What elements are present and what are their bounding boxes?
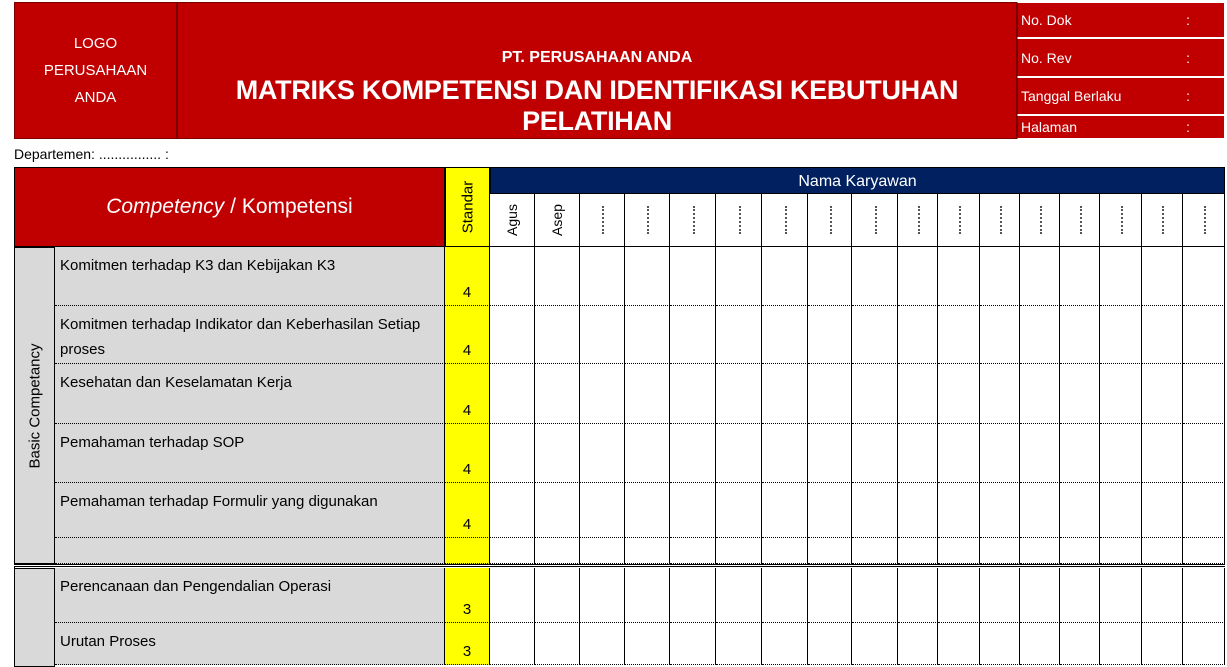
score-cell[interactable] (1183, 483, 1225, 538)
score-cell[interactable] (938, 538, 980, 564)
score-cell[interactable] (852, 568, 898, 623)
score-cell[interactable] (535, 306, 580, 364)
score-cell[interactable] (762, 568, 808, 623)
standard-value: 4 (462, 284, 472, 301)
score-cell[interactable] (1060, 568, 1100, 623)
employee-column-header[interactable] (625, 194, 670, 247)
score-cell[interactable] (580, 568, 625, 623)
meta-value: : (1186, 12, 1190, 28)
score-cell[interactable] (716, 568, 762, 623)
score-cell[interactable] (625, 247, 670, 306)
employee-name: Asep (549, 204, 565, 236)
score-cell[interactable] (1100, 483, 1142, 538)
score-cell[interactable] (808, 483, 852, 538)
score-cell[interactable] (1060, 364, 1100, 424)
score-cell[interactable] (1183, 364, 1225, 424)
competency-row-label: Perencanaan dan Pengendalian Operasi (55, 568, 445, 623)
score-cell[interactable] (625, 538, 670, 564)
score-cell[interactable] (898, 247, 938, 306)
empty-name-placeholder (875, 206, 877, 234)
score-cell[interactable] (580, 483, 625, 538)
score-cell[interactable] (1142, 538, 1183, 564)
empty-name-placeholder (1080, 206, 1082, 234)
employee-column-header[interactable] (980, 194, 1020, 247)
score-cell[interactable] (808, 306, 852, 364)
score-cell[interactable] (1100, 538, 1142, 564)
score-cell[interactable] (980, 306, 1020, 364)
empty-name-placeholder (785, 206, 787, 234)
score-cell[interactable] (1100, 247, 1142, 306)
score-cell[interactable] (762, 247, 808, 306)
score-cell[interactable] (1142, 424, 1183, 483)
score-cell[interactable] (490, 623, 535, 665)
employee-column-header[interactable] (490, 194, 535, 247)
score-cell[interactable] (938, 623, 980, 665)
empty-name-placeholder (830, 206, 832, 234)
score-cell[interactable] (852, 306, 898, 364)
meta-label: No. Dok (1021, 12, 1072, 28)
score-cell[interactable] (490, 538, 535, 564)
employee-names-header: Nama Karyawan (490, 167, 1225, 194)
score-cell[interactable] (1100, 623, 1142, 665)
score-cell[interactable] (580, 247, 625, 306)
score-cell[interactable] (852, 247, 898, 306)
empty-name-placeholder (1204, 206, 1206, 234)
score-cell[interactable] (1142, 364, 1183, 424)
score-cell[interactable] (1060, 424, 1100, 483)
score-cell[interactable] (980, 483, 1020, 538)
standard-value: 4 (462, 402, 472, 419)
competency-label-en: Competency (106, 195, 225, 218)
score-cell[interactable] (762, 483, 808, 538)
score-cell[interactable] (852, 623, 898, 665)
score-cell[interactable] (1060, 306, 1100, 364)
standard-value: 4 (462, 461, 472, 478)
standard-value-cell (445, 364, 490, 424)
standard-value-cell (445, 424, 490, 483)
empty-name-placeholder (959, 206, 961, 234)
standard-value-cell (445, 623, 490, 665)
score-cell[interactable] (852, 538, 898, 564)
score-cell[interactable] (490, 306, 535, 364)
standard-column-header (445, 167, 490, 247)
employee-column-header[interactable] (852, 194, 898, 247)
score-cell[interactable] (938, 424, 980, 483)
meta-tanggal-berlaku (1017, 77, 1225, 115)
score-cell[interactable] (1020, 424, 1060, 483)
score-cell[interactable] (716, 483, 762, 538)
employee-column-header[interactable] (1142, 194, 1183, 247)
employee-column-header[interactable] (1060, 194, 1100, 247)
score-cell[interactable] (716, 364, 762, 424)
score-cell[interactable] (625, 306, 670, 364)
score-cell[interactable] (898, 306, 938, 364)
employee-column-header[interactable] (808, 194, 852, 247)
score-cell[interactable] (1100, 306, 1142, 364)
score-cell[interactable] (898, 364, 938, 424)
employee-column-header[interactable] (762, 194, 808, 247)
empty-name-placeholder (602, 206, 604, 234)
standard-value: 3 (462, 643, 472, 660)
score-cell[interactable] (490, 424, 535, 483)
empty-name-placeholder (647, 206, 649, 234)
employee-column-header[interactable] (1020, 194, 1060, 247)
competency-row-label (55, 538, 445, 564)
score-cell[interactable] (898, 623, 938, 665)
score-cell[interactable] (1100, 364, 1142, 424)
score-cell[interactable] (716, 424, 762, 483)
standard-value: 4 (462, 342, 472, 359)
competency-row-label: Urutan Proses (55, 623, 445, 665)
score-cell[interactable] (898, 483, 938, 538)
score-cell[interactable] (938, 306, 980, 364)
score-cell[interactable] (535, 568, 580, 623)
score-cell[interactable] (852, 364, 898, 424)
score-cell[interactable] (535, 483, 580, 538)
score-cell[interactable] (625, 424, 670, 483)
empty-name-placeholder (693, 206, 695, 234)
empty-name-placeholder (918, 206, 920, 234)
document-title: MATRIKS KOMPETENSI DAN IDENTIFIKASI KEBUTUHAN PELATIHAN (235, 75, 959, 136)
score-cell[interactable] (670, 424, 716, 483)
score-cell[interactable] (580, 538, 625, 564)
empty-name-placeholder (1121, 206, 1123, 234)
score-cell[interactable] (625, 568, 670, 623)
meta-value: : (1186, 49, 1190, 66)
score-cell[interactable] (852, 424, 898, 483)
employee-column-header[interactable] (1183, 194, 1225, 247)
score-cell[interactable] (670, 538, 716, 564)
score-cell[interactable] (808, 364, 852, 424)
score-cell[interactable] (670, 568, 716, 623)
standard-header-label: Standar (459, 180, 476, 234)
score-cell[interactable] (980, 424, 1020, 483)
empty-name-placeholder (1000, 206, 1002, 234)
score-cell[interactable] (1020, 247, 1060, 306)
employee-column-header[interactable] (670, 194, 716, 247)
score-cell[interactable] (580, 623, 625, 665)
score-cell[interactable] (1183, 568, 1225, 623)
score-cell[interactable] (535, 247, 580, 306)
score-cell[interactable] (808, 623, 852, 665)
score-cell[interactable] (490, 483, 535, 538)
score-cell[interactable] (490, 568, 535, 623)
employee-column-header[interactable] (716, 194, 762, 247)
score-cell[interactable] (1100, 568, 1142, 623)
score-cell[interactable] (670, 483, 716, 538)
competency-row-label: Pemahaman terhadap SOP (55, 424, 445, 483)
score-cell[interactable] (716, 306, 762, 364)
score-cell[interactable] (762, 424, 808, 483)
score-cell[interactable] (808, 247, 852, 306)
score-cell[interactable] (938, 247, 980, 306)
score-cell[interactable] (1142, 623, 1183, 665)
score-cell[interactable] (670, 364, 716, 424)
score-cell[interactable] (1060, 483, 1100, 538)
empty-name-placeholder (1040, 206, 1042, 234)
meta-label: Tanggal Berlaku (1021, 88, 1122, 104)
score-cell[interactable] (1142, 247, 1183, 306)
score-cell[interactable] (1060, 623, 1100, 665)
score-cell[interactable] (1020, 568, 1060, 623)
competency-category (14, 568, 55, 667)
employee-column-header[interactable] (535, 194, 580, 247)
meta-label: Halaman (1021, 119, 1078, 135)
score-cell[interactable] (938, 483, 980, 538)
score-cell[interactable] (1142, 568, 1183, 623)
meta-no-rev (1017, 38, 1225, 77)
competency-row-label: Kesehatan dan Keselamatan Kerja (55, 364, 445, 424)
score-cell[interactable] (762, 306, 808, 364)
score-cell[interactable] (1183, 247, 1225, 306)
score-cell[interactable] (1020, 623, 1060, 665)
competency-row-label: Komitmen terhadap K3 dan Kebijakan K3 (55, 247, 445, 306)
company-logo-placeholder: LOGO PERUSAHAAN ANDA (14, 2, 177, 139)
score-cell[interactable] (625, 483, 670, 538)
score-cell[interactable] (535, 538, 580, 564)
score-cell[interactable] (1100, 424, 1142, 483)
score-cell[interactable] (898, 424, 938, 483)
score-cell[interactable] (808, 568, 852, 623)
score-cell[interactable] (808, 424, 852, 483)
score-cell[interactable] (980, 538, 1020, 564)
score-cell[interactable] (1183, 538, 1225, 564)
meta-halaman (1017, 115, 1225, 139)
score-cell[interactable] (670, 247, 716, 306)
score-cell[interactable] (490, 247, 535, 306)
score-cell[interactable] (980, 247, 1020, 306)
department-field: Departemen: ................ : (14, 146, 169, 162)
standard-value: 4 (462, 516, 472, 533)
score-cell[interactable] (580, 306, 625, 364)
score-cell[interactable] (490, 364, 535, 424)
score-cell[interactable] (980, 568, 1020, 623)
score-cell[interactable] (898, 538, 938, 564)
score-cell[interactable] (1142, 483, 1183, 538)
score-cell[interactable] (762, 364, 808, 424)
score-cell[interactable] (1142, 306, 1183, 364)
score-cell[interactable] (1183, 306, 1225, 364)
employee-column-header[interactable] (1100, 194, 1142, 247)
score-cell[interactable] (535, 623, 580, 665)
score-cell[interactable] (1183, 623, 1225, 665)
score-cell[interactable] (580, 364, 625, 424)
score-cell[interactable] (535, 364, 580, 424)
standard-value-cell (445, 568, 490, 623)
score-cell[interactable] (716, 247, 762, 306)
employee-column-header[interactable] (938, 194, 980, 247)
standard-value-cell (445, 306, 490, 364)
meta-label: No. Rev (1021, 49, 1072, 66)
competency-category (14, 247, 55, 564)
score-cell[interactable] (898, 568, 938, 623)
score-cell[interactable] (716, 538, 762, 564)
competency-column-header (14, 167, 445, 247)
empty-name-placeholder (739, 206, 741, 234)
score-cell[interactable] (1060, 538, 1100, 564)
score-cell[interactable] (980, 364, 1020, 424)
competency-row-label: Pemahaman terhadap Formulir yang digunakan (55, 483, 445, 538)
group-separator (14, 564, 1225, 567)
employee-name: Agus (504, 204, 520, 236)
meta-value: : (1186, 119, 1190, 135)
score-cell[interactable] (808, 538, 852, 564)
score-cell[interactable] (1020, 538, 1060, 564)
score-cell[interactable] (625, 623, 670, 665)
score-cell[interactable] (762, 623, 808, 665)
score-cell[interactable] (1060, 247, 1100, 306)
score-cell[interactable] (670, 623, 716, 665)
company-name: PT. PERUSAHAAN ANDA (501, 49, 693, 66)
score-cell[interactable] (535, 424, 580, 483)
employee-column-header[interactable] (580, 194, 625, 247)
score-cell[interactable] (670, 306, 716, 364)
score-cell[interactable] (762, 538, 808, 564)
standard-value: 3 (462, 601, 472, 618)
score-cell[interactable] (716, 623, 762, 665)
standard-value-cell (445, 483, 490, 538)
score-cell[interactable] (938, 364, 980, 424)
score-cell[interactable] (1020, 306, 1060, 364)
standard-value-cell (445, 538, 490, 564)
meta-no-dok (1017, 2, 1225, 38)
competency-row-label: Komitmen terhadap Indikator dan Keberhasilan Setiap proses (55, 306, 445, 364)
score-cell[interactable] (1020, 364, 1060, 424)
category-label: Basic Competancy (26, 342, 43, 469)
document-title-block (177, 2, 1017, 139)
meta-value: : (1186, 88, 1190, 104)
score-cell[interactable] (938, 568, 980, 623)
score-cell[interactable] (852, 483, 898, 538)
score-cell[interactable] (1183, 424, 1225, 483)
empty-name-placeholder (1162, 206, 1164, 234)
competency-label-id: / Kompetensi (230, 195, 353, 218)
score-cell[interactable] (625, 364, 670, 424)
score-cell[interactable] (1020, 483, 1060, 538)
score-cell[interactable] (980, 623, 1020, 665)
standard-value-cell (445, 247, 490, 306)
employee-column-header[interactable] (898, 194, 938, 247)
score-cell[interactable] (580, 424, 625, 483)
